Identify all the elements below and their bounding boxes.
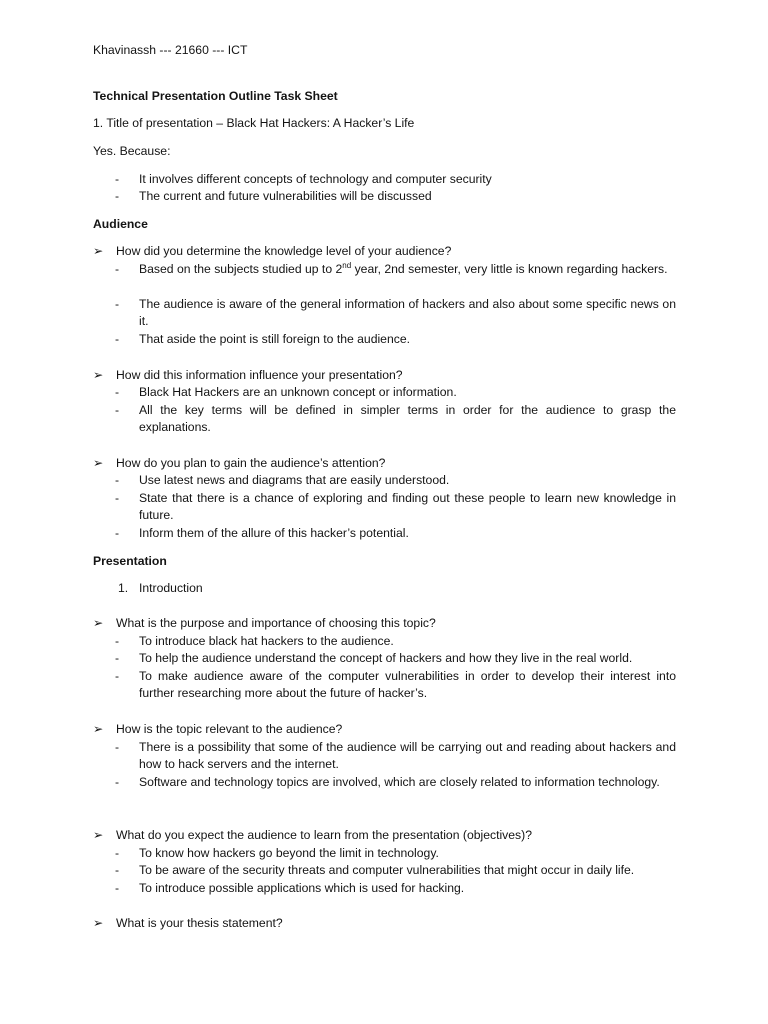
audience-heading: Audience	[93, 217, 148, 231]
list-item-text: The audience is aware of the general information of hackers and also about some specific news on it.	[139, 297, 676, 328]
arrow-bullet-icon: ➢	[93, 616, 104, 630]
introduction-label: Introduction	[139, 581, 203, 595]
dash-mark: -	[115, 491, 120, 505]
yes-because-text: Yes. Because:	[93, 144, 171, 158]
dash-mark: -	[115, 775, 120, 789]
list-item-text: To be aware of the security threats and computer vulnerabilities that might occur in daily life.	[139, 863, 635, 877]
list-item-text: Based on the subjects studied up to 2nd year, 2nd semester, very little is known regarding hackers.	[139, 260, 668, 276]
presentation-heading: Presentation	[93, 554, 167, 568]
number-mark: 1.	[118, 581, 129, 595]
list-item-text: To know how hackers go beyond the limit in technology.	[139, 846, 439, 860]
list-item-text: To make audience aware of the computer vulnerabilities in order to develop their interest into further researching more about the future of hacker’s.	[139, 669, 676, 700]
question-text: How is the topic relevant to the audience?	[116, 722, 343, 736]
dash-mark: -	[115, 262, 120, 276]
list-item-text: It involves different concepts of technology and computer security	[139, 172, 492, 186]
presentation-title-item: 1. Title of presentation – Black Hat Hackers: A Hacker’s Life	[93, 116, 415, 130]
dash-mark: -	[115, 403, 120, 417]
arrow-bullet-icon: ➢	[93, 828, 104, 842]
document-title: Technical Presentation Outline Task Sheet	[93, 89, 338, 103]
list-item-text: The current and future vulnerabilities will be discussed	[139, 189, 432, 203]
dash-mark: -	[115, 881, 120, 895]
dash-mark: -	[115, 332, 120, 346]
question-text: What do you expect the audience to learn from the presentation (objectives)?	[116, 828, 532, 842]
question-text: How do you plan to gain the audience’s attention?	[116, 456, 386, 470]
question-text: What is the purpose and importance of choosing this topic?	[116, 616, 436, 630]
dash-mark: -	[115, 189, 120, 203]
author-line: Khavinassh --- 21660 --- ICT	[93, 43, 248, 57]
dash-mark: -	[115, 634, 120, 648]
dash-mark: -	[115, 473, 120, 487]
question-text: How did this information influence your presentation?	[116, 368, 403, 382]
dash-mark: -	[115, 651, 120, 665]
list-item-text: State that there is a chance of exploring and finding out these people to learn new knowledge in future.	[139, 491, 676, 522]
list-item-text: To introduce black hat hackers to the audience.	[139, 634, 394, 648]
arrow-bullet-icon: ➢	[93, 916, 104, 930]
dash-mark: -	[115, 846, 120, 860]
question-text: What is your thesis statement?	[116, 916, 283, 930]
list-item-text: All the key terms will be defined in simpler terms in order for the audience to grasp the explanations.	[139, 403, 676, 434]
dash-mark: -	[115, 172, 120, 186]
list-item-text: Black Hat Hackers are an unknown concept or information.	[139, 385, 457, 399]
dash-mark: -	[115, 863, 120, 877]
list-item-text: Inform them of the allure of this hacker’s potential.	[139, 526, 409, 540]
dash-mark: -	[115, 669, 120, 683]
dash-mark: -	[115, 740, 120, 754]
list-item-text: Software and technology topics are involved, which are closely related to information technology.	[139, 775, 660, 789]
list-item-text: To introduce possible applications which is used for hacking.	[139, 881, 465, 895]
arrow-bullet-icon: ➢	[93, 722, 104, 736]
dash-mark: -	[115, 526, 120, 540]
dash-mark: -	[115, 297, 120, 311]
arrow-bullet-icon: ➢	[93, 456, 104, 470]
arrow-bullet-icon: ➢	[93, 244, 104, 258]
list-item-text: There is a possibility that some of the audience will be carrying out and reading about hackers and how to hack servers and the internet.	[139, 740, 676, 771]
list-item-text: To help the audience understand the concept of hackers and how they live in the real world.	[139, 651, 633, 665]
arrow-bullet-icon: ➢	[93, 368, 104, 382]
dash-mark: -	[115, 385, 120, 399]
question-text: How did you determine the knowledge level of your audience?	[116, 244, 452, 258]
list-item-text: Use latest news and diagrams that are easily understood.	[139, 473, 450, 487]
list-item-text: That aside the point is still foreign to the audience.	[139, 332, 410, 346]
